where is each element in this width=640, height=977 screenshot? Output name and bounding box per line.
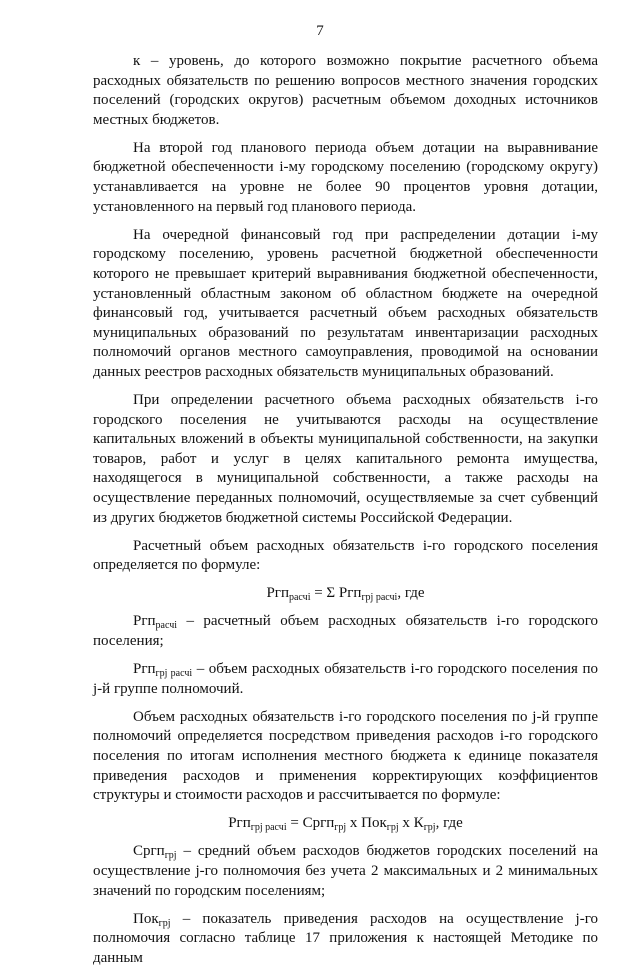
definition-text: – расчетный объем расходных обязательств i-го городского поселения; bbox=[93, 613, 598, 650]
formula-symbol: Сргп bbox=[302, 815, 335, 832]
definition-text: – объем расходных обязательств i-го городского поселения по j-й группе полномочий. bbox=[93, 661, 598, 697]
paragraph-formula-intro: Расчетный объем расходных обязательств i-го городского поселения определяется по формуле: bbox=[93, 537, 598, 574]
formula-symbol: К bbox=[413, 815, 424, 832]
formula-total bbox=[93, 584, 598, 604]
formula-symbol: Ргп bbox=[228, 815, 251, 832]
definition-symbol: Ргп bbox=[133, 661, 156, 678]
formula-operator: = Σ bbox=[310, 585, 339, 602]
formula-symbol: Ргп bbox=[338, 585, 362, 602]
paragraph-formula2-intro: Объем расходных обязательств i-го городского поселения по j-й группе полномочий определяется посредством приведения расходов i-го городского поселения по итогам исполнения местного бюджета к единице показателя приведения расходов и применения корректирующих коэффициентов структуры и стоимости расходов и рассчитывается по формуле: bbox=[93, 708, 598, 804]
formula-where: , где bbox=[397, 585, 425, 602]
paragraph-second-year: На второй год планового периода объем дотации на выравнивание бюджетной обеспеченности i-му городскому поселению (городскому округу) устанавливается на уровне не более 90 процентов уровня дотации, установленного на первый год планового периода. bbox=[93, 139, 598, 215]
paragraph-k-level: к – уровень, до которого возможно покрытие расчетного объема расходных обязательств по решению вопросов местного значения городских поселений (городских округов) расчетным объемом доходных источников местных бюджетов. bbox=[93, 53, 598, 128]
definition-subscript: грj расчi bbox=[155, 668, 193, 680]
formula-operator: х bbox=[346, 815, 362, 832]
page-number: 7 bbox=[316, 23, 324, 39]
formula-subscript: грj расчi bbox=[250, 822, 287, 834]
definition-symbol: Сргп bbox=[133, 843, 165, 860]
definition-pok bbox=[93, 910, 598, 969]
formula-operator: = bbox=[286, 815, 303, 832]
formula-operator: х bbox=[398, 815, 414, 832]
definition-srgp bbox=[93, 842, 598, 901]
formula-symbol: Ргп bbox=[266, 585, 289, 602]
document-body bbox=[93, 52, 598, 977]
definition-symbol: Пок bbox=[133, 910, 159, 927]
formula-subscript: грj bbox=[334, 822, 347, 834]
formula-where: , где bbox=[435, 815, 463, 832]
formula-symbol: Пок bbox=[361, 815, 387, 832]
definition-rgp-grj bbox=[93, 660, 598, 699]
definition-rgp-rasch bbox=[93, 612, 598, 651]
formula-group bbox=[93, 814, 598, 834]
paragraph-exclusions: При определении расчетного объема расходных обязательств i-го городского поселения не учитываются расходы на осуществление капитальных вложений в объекты муниципальной собственности, на закупки товаров, работ и услуг в целях капитального ремонта имущества, находящегося в муниципальной собственности, а также расходы на осуществление переданных полномочий, осуществляемые за счет субвенций из других бюджетов бюджетной системы Российской Федерации. bbox=[93, 392, 598, 526]
definition-text: – показатель приведения расходов на осуществление j-го полномочия согласно таблице 17 приложения к настоящей Методике по данным bbox=[93, 910, 598, 966]
formula-subscript: грj bbox=[423, 822, 436, 834]
definition-subscript: грj bbox=[164, 850, 177, 862]
formula-subscript: грj bbox=[386, 822, 399, 834]
definition-text: – средний объем расходов бюджетов городских поселений на осуществление j-го полномочия без учета 2 максимальных и 2 минимальных значений по городским поселениям; bbox=[93, 843, 598, 899]
definition-subscript: грj bbox=[158, 917, 171, 929]
definition-subscript: расчi bbox=[155, 620, 178, 632]
formula-subscript: грj расчi bbox=[361, 592, 398, 604]
paragraph-next-year: На очередной финансовый год при распределении дотации i-му городскому поселению, уровень расчетной бюджетной обеспеченности которого не превышает критерий выравнивания бюджетной обеспеченности, установленный областным законом об областном бюджете на очередной финансовый год, учитывается расчетный объем расходных обязательств муниципальных образований по результатам инвентаризации расходных полномочий органов местного самоуправления, проводимой на основании данных реестров расходных обязательств муниципальных образований. bbox=[93, 226, 598, 380]
formula-subscript: расчi bbox=[288, 592, 311, 604]
definition-symbol: Ргп bbox=[133, 613, 156, 630]
